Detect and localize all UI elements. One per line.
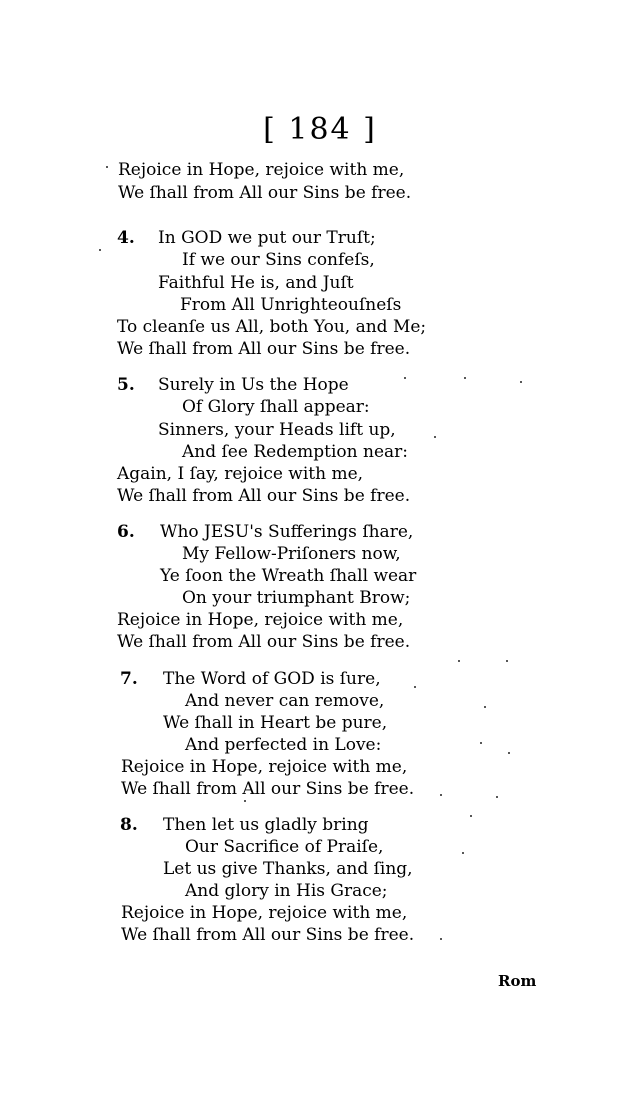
scan-speck	[464, 377, 466, 379]
verse-line: Of Glory ſhall appear:	[182, 397, 370, 417]
verse-line: And never can remove,	[185, 691, 385, 711]
catchword: Rom	[498, 972, 537, 990]
verse-line: From All Unrighteouſneſs	[180, 295, 402, 315]
verse-line: Sinners, your Heads lift up,	[158, 420, 396, 440]
verse-line: Who JESU's Sufferings ſhare,	[160, 522, 414, 542]
verse-line: My Fellow-Priſoners now,	[182, 544, 401, 564]
verse-line: Then let us gladly bring	[163, 815, 369, 835]
scan-speck	[440, 794, 442, 796]
verse-line: We ſhall in Heart be pure,	[163, 713, 388, 733]
scan-speck	[484, 706, 486, 708]
scan-speck	[404, 377, 406, 379]
scan-speck	[520, 381, 522, 383]
verse-line: Surely in Us the Hope	[158, 375, 349, 395]
stanza-number: 8.	[120, 815, 138, 835]
scan-speck	[106, 166, 108, 168]
scan-speck	[470, 815, 472, 817]
verse-line: We ſhall from All our Sins be free.	[117, 632, 411, 652]
scan-speck	[99, 249, 101, 251]
verse-line: Rejoice in Hope, rejoice with me,	[121, 757, 408, 777]
verse-line: And perfected in Love:	[185, 735, 382, 755]
scan-speck	[434, 436, 436, 438]
scan-speck	[462, 852, 464, 854]
verse-line: To cleanſe us All, both You, and Me;	[117, 317, 427, 337]
verse-line: On your triumphant Brow;	[182, 588, 411, 608]
verse-line: Ye ſoon the Wreath ſhall wear	[160, 566, 417, 586]
verse-line: Let us give Thanks, and ſing,	[163, 859, 413, 879]
verse-line: In GOD we put our Truſt;	[158, 228, 376, 248]
verse-line: The Word of GOD is ſure,	[163, 669, 381, 689]
verse-line: We ſhall from All our Sins be free.	[117, 339, 411, 359]
verse-line: Again, I ſay, rejoice with me,	[117, 464, 364, 484]
verse-line: We ſhall from All our Sins be free.	[118, 183, 412, 203]
scan-speck	[244, 800, 246, 802]
verse-line: We ſhall from All our Sins be free.	[121, 925, 415, 945]
scan-speck	[414, 686, 416, 688]
scan-speck	[506, 660, 508, 662]
scan-speck	[508, 752, 510, 754]
verse-line: Rejoice in Hope, rejoice with me,	[118, 160, 405, 180]
verse-line: And ſee Redemption near:	[182, 442, 408, 462]
stanza-number: 7.	[120, 669, 138, 689]
verse-line: And glory in His Grace;	[185, 881, 388, 901]
scan-speck	[480, 742, 482, 744]
scan-speck	[458, 660, 460, 662]
verse-line: We ſhall from All our Sins be free.	[117, 486, 411, 506]
verse-line: Faithful He is, and Juſt	[158, 273, 354, 293]
scan-speck	[440, 938, 442, 940]
verse-line: Rejoice in Hope, rejoice with me,	[117, 610, 404, 630]
verse-line: Rejoice in Hope, rejoice with me,	[121, 903, 408, 923]
verse-line: Our Sacrifice of Praiſe,	[185, 837, 384, 857]
verse-line: We ſhall from All our Sins be free.	[121, 779, 415, 799]
scan-speck	[496, 796, 498, 798]
stanza-number: 5.	[117, 375, 135, 395]
stanza-number: 6.	[117, 522, 135, 542]
page-number: [ 184 ]	[263, 112, 377, 147]
stanza-number: 4.	[117, 228, 135, 248]
verse-line: If we our Sins confeſs,	[182, 250, 375, 270]
